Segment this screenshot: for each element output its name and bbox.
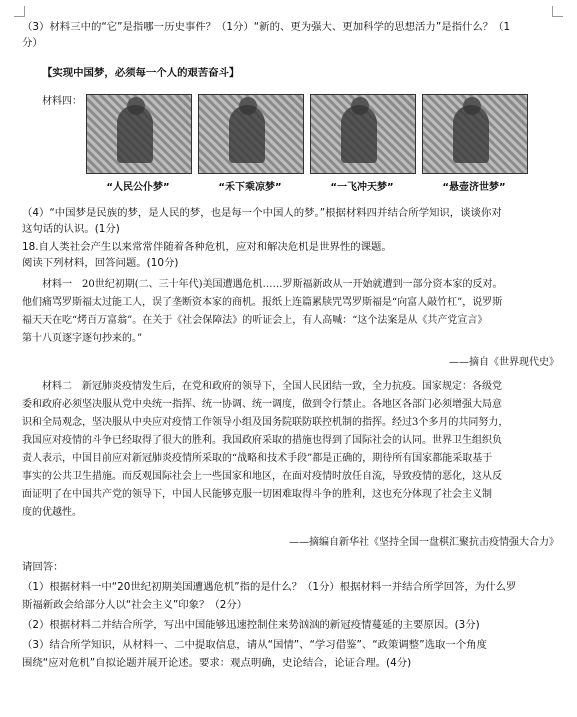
question-18-instruction: 阅读下列材料，回答问题。(10分) — [22, 257, 179, 269]
section-heading: 【实现中国梦，必须每一个人的艰苦奋斗】 — [42, 67, 240, 79]
material-1-line-1: 材料一 20世纪初期(二、三十年代)美国遭遇危机……罗斯福新政从一开始就遭到一部分资本家的反对。 — [42, 279, 503, 290]
material-4-photo-row — [42, 90, 532, 196]
material-2-line-3: 识和全局观念，坚决服从中央应对疫情工作领导小组及国务院联防联控机制的指挥。经过3个多月的共同努力， — [22, 417, 509, 428]
material-4-label: 材料四： — [42, 96, 82, 107]
material-1-source: ——摘自《世界现代史》 — [449, 357, 559, 368]
material-2-line-8: 度的优越性。 — [22, 507, 82, 518]
page-corner-mark-left — [14, 6, 25, 17]
photo-rice-field — [198, 94, 304, 174]
sub-question-3-line-2: 围绕“应对危机”自拟论题并展开论述。要求：观点明确，史论结合，论证合理。(4分) — [22, 657, 412, 669]
photo-caption-4: “悬壶济世梦” — [442, 182, 506, 193]
sub-question-3-line-1: （3）结合所学知识，从材料一、二中提取信息，请从“国情”、“学习借鉴”、“政策调整”选取一个角度 — [22, 639, 487, 651]
question-18-title: 18.自人类社会产生以来常常伴随着各种危机，应对和解决危机是世界性的课题。 — [22, 241, 392, 253]
material-2-source: ——摘编自新华社《坚持全国一盘棋汇聚抗击疫情强大合力》 — [289, 537, 559, 548]
page-corner-mark-right — [552, 6, 563, 17]
material-2-line-6: 事实的公共卫生措施。而反观国际社会上一些国家和地区，在面对疫情时放任自流，导致疫情的恶化，这从反 — [22, 471, 502, 482]
photo-aerospace — [310, 94, 416, 174]
material-1-line-4: 第十八页逐字逐句抄来的。” — [22, 333, 143, 344]
question-3-line-2: 分） — [22, 37, 43, 49]
sub-question-1-line-1: （1）根据材料一中“20世纪初期美国遭遇危机”指的是什么？（1分）根据材料一并结合所学回答，为什么罗 — [22, 581, 517, 593]
question-4-line-2: 这句话的认识。(1分) — [22, 223, 120, 235]
material-1-line-3: 福天天在吃“烤百万富翁”。在关于《社会保障法》的听证会上，有人高喊：“这个法案是从《共产党宣言》 — [22, 315, 488, 326]
sub-question-2: （2）根据材料二并结合所学，写出中国能够迅速控制住来势汹汹的新冠疫情蔓延的主要原因。(3分) — [22, 619, 480, 631]
material-2-line-1: 材料二 新冠肺炎疫情发生后，在党和政府的领导下，全国人民团结一致，全力抗疫。国家规定：各级党 — [42, 381, 502, 392]
material-2-line-7: 面证明了在中国共产党的领导下，中国人民能够克服一切困难取得斗争的胜利，这也充分体现了社会主义制 — [22, 489, 492, 500]
photo-caption-3: “一飞冲天梦” — [330, 182, 394, 193]
photo-caption-1: “人民公仆梦” — [106, 182, 170, 193]
photo-doctor — [422, 94, 528, 174]
answer-prompt: 请回答： — [22, 561, 64, 573]
sub-question-1-line-2: 斯福新政会给部分人以“社会主义”印象？（2分） — [22, 599, 248, 611]
question-3-line-1: （3）材料三中的“它”是指哪一历史事件？（1分）“新的、更为强大、更加科学的思想活力”是指什么？（1 — [22, 21, 511, 33]
question-4-line-1: （4）“中国梦是民族的梦，是人民的梦，也是每一个中国人的梦。”根据材料四并结合所学知识，谈谈你对 — [22, 207, 502, 219]
material-2-line-4: 我国应对疫情的斗争已经取得了很大的胜利。我国政府采取的措施也得到了国际社会的认同。世界卫生组织负 — [22, 435, 502, 446]
material-1-line-2: 他们痛骂罗斯福太过能工人，误了垄断资本家的商机。报纸上连篇累牍咒骂罗斯福是“向富人敲竹杠”，说罗斯 — [22, 297, 503, 308]
photo-people-servant — [86, 94, 192, 174]
material-2-line-2: 委和政府必须坚决服从党中央统一指挥、统一协调、统一调度，做到令行禁止。各地区各部门必须增强大局意 — [22, 399, 502, 410]
material-2-line-5: 责人表示，中国目前应对新冠肺炎疫情所采取的“战略和技术手段”都是正确的，期待所有国家都能采取基于 — [22, 453, 493, 464]
photo-caption-2: “禾下乘凉梦” — [218, 182, 282, 193]
